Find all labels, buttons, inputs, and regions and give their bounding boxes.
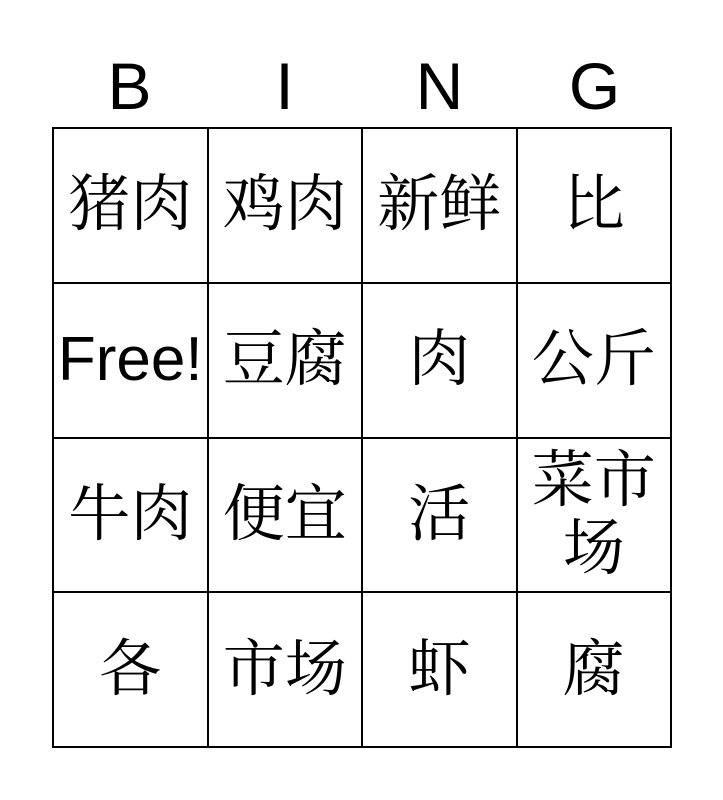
bingo-cell[interactable]: 菜市场 (517, 438, 672, 593)
bingo-cell[interactable]: 便宜 (208, 438, 363, 593)
bingo-cell[interactable]: 牛肉 (53, 438, 208, 593)
header-letter-i: I (275, 49, 294, 123)
bingo-cell[interactable]: 公斤 (517, 283, 672, 438)
bingo-cell[interactable]: 腐 (517, 592, 672, 747)
bingo-cell[interactable]: 新鲜 (362, 128, 517, 283)
bingo-grid (52, 127, 672, 748)
header-letter-n: N (415, 49, 464, 123)
header-letter-b: B (107, 49, 152, 123)
header-letter-g: G (568, 49, 621, 123)
bingo-cell[interactable]: 鸡肉 (208, 128, 363, 283)
bingo-cell[interactable]: 市场 (208, 592, 363, 747)
bingo-cell[interactable]: 各 (53, 592, 208, 747)
bingo-cell[interactable]: 活 (362, 438, 517, 593)
bingo-cell[interactable]: 豆腐 (208, 283, 363, 438)
bingo-cell[interactable]: 猪肉 (53, 128, 208, 283)
bingo-header (52, 30, 672, 127)
bingo-cell[interactable]: 比 (517, 128, 672, 283)
bingo-cell[interactable]: 虾 (362, 592, 517, 747)
bingo-cell[interactable]: 肉 (362, 283, 517, 438)
bingo-cell-free[interactable]: Free! (53, 283, 208, 438)
